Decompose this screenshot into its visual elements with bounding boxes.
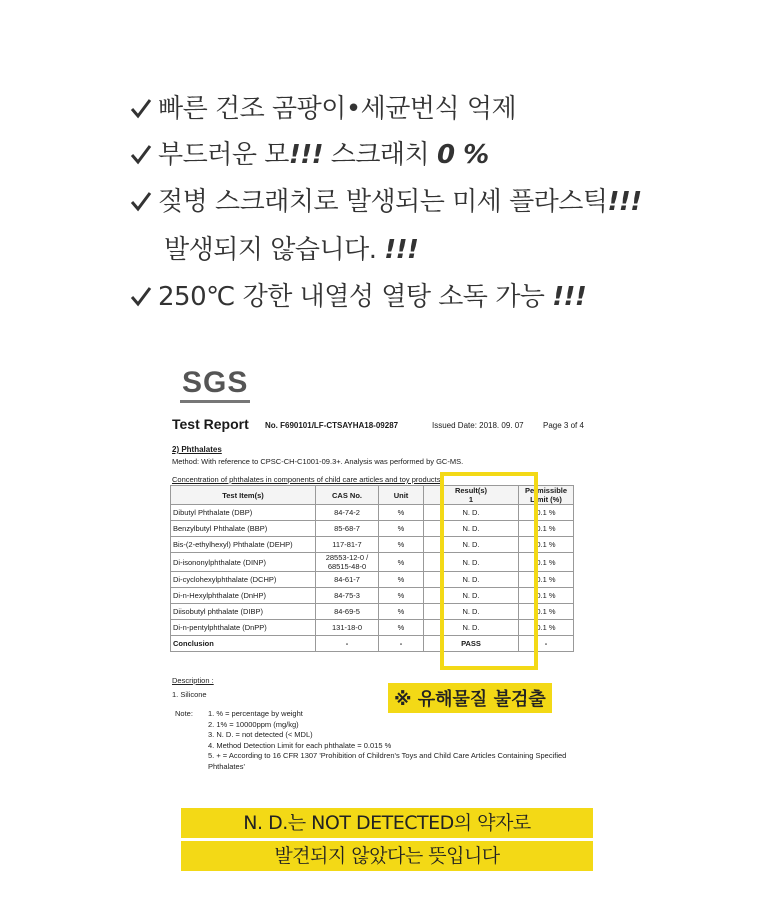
table-cell: 84-61-7 [316, 572, 379, 588]
note-label: Note: [175, 709, 193, 718]
note-item: 4. Method Detection Limit for each phthalate = 0.015 % [208, 740, 392, 750]
note-item: 3. N. D. = not detected (< MDL) [208, 730, 313, 739]
feature-item: 250℃ 강한 내열성 열탕 소독 가능 !!! [130, 281, 586, 313]
table-cell: PASS [424, 636, 519, 652]
table-cell: N. D. [424, 505, 519, 521]
table-cell: 28553-12-0 / 68515-48-0 [316, 553, 379, 572]
table-cell: % [379, 572, 424, 588]
issued-date: Issued Date: 2018. 09. 07 [432, 421, 524, 430]
table-cell: % [379, 505, 424, 521]
table-cell: N. D. [424, 553, 519, 572]
table-cell: 0.1 % [519, 505, 574, 521]
table-cell: N. D. [424, 604, 519, 620]
feature-item: 빠른 건조 곰팡이•세균번식 억제 [130, 93, 516, 125]
table-cell: Di-isononylphthalate (DINP) [171, 553, 316, 572]
table-cell: Dibutyl Phthalate (DBP) [171, 505, 316, 521]
nd-explanation-band: N. D.는 NOT DETECTED의 약자로 [181, 808, 593, 838]
table-cell: Bis-(2-ethylhexyl) Phthalate (DEHP) [171, 537, 316, 553]
table-cell: - [316, 636, 379, 652]
feature-item: 부드러운 모!!! 스크래치 0 % [130, 139, 489, 171]
checkmark-icon [130, 285, 152, 307]
page-number: Page 3 of 4 [543, 421, 584, 430]
table-cell: Di-n-pentylphthalate (DnPP) [171, 620, 316, 636]
feature-item-continuation: 발생되지 않습니다. !!! [164, 235, 419, 265]
table-cell: N. D. [424, 521, 519, 537]
logo-underline [180, 400, 250, 403]
table-cell: N. D. [424, 537, 519, 553]
note-items [208, 709, 588, 772]
table-cell: % [379, 588, 424, 604]
table-cell: % [379, 521, 424, 537]
table-cell: 0.1 % [519, 588, 574, 604]
table-cell: 0.1 % [519, 572, 574, 588]
no-harmful-substance-badge: ※ 유해물질 불검출 [388, 683, 552, 713]
feature-item: 젖병 스크래치로 발생되는 미세 플라스틱!!! [130, 186, 642, 218]
column-header: Unit [379, 486, 424, 505]
description-label: Description : [172, 676, 214, 685]
table-cell: Di-cyclohexylphthalate (DCHP) [171, 572, 316, 588]
table-cell: % [379, 620, 424, 636]
table-cell: Di-n-Hexylphthalate (DnHP) [171, 588, 316, 604]
concentration-caption: Concentration of phthalates in components of child care articles and toy products [172, 475, 441, 484]
table-cell: % [379, 553, 424, 572]
report-title: Test Report [172, 416, 249, 432]
section-heading: 2) Phthalates [172, 445, 222, 454]
column-header: Permissible Limit (%) [519, 486, 574, 505]
table-cell: 0.1 % [519, 553, 574, 572]
table-cell: % [379, 604, 424, 620]
table-cell: 0.1 % [519, 620, 574, 636]
checkmark-icon [130, 97, 152, 119]
table-cell: 84-74-2 [316, 505, 379, 521]
nd-explanation-band: 발견되지 않았다는 뜻입니다 [181, 841, 593, 871]
table-cell: N. D. [424, 572, 519, 588]
table-cell: 131-18-0 [316, 620, 379, 636]
table-cell: 117-81-7 [316, 537, 379, 553]
table-cell: N. D. [424, 588, 519, 604]
sgs-logo: SGS [182, 366, 249, 399]
table-cell: Conclusion [171, 636, 316, 652]
checkmark-icon [130, 190, 152, 212]
table-cell: Diisobutyl phthalate (DIBP) [171, 604, 316, 620]
column-header: Result(s) 1 [424, 486, 519, 505]
table-cell: N. D. [424, 620, 519, 636]
table-cell: Benzylbutyl Phthalate (BBP) [171, 521, 316, 537]
table-cell: 0.1 % [519, 521, 574, 537]
checkmark-icon [130, 143, 152, 165]
column-header: Test Item(s) [171, 486, 316, 505]
table-cell: 85-68-7 [316, 521, 379, 537]
table-cell: - [519, 636, 574, 652]
table-cell: - [379, 636, 424, 652]
table-cell: % [379, 537, 424, 553]
column-header: CAS No. [316, 486, 379, 505]
note-item: 2. 1% = 10000ppm (mg/kg) [208, 719, 299, 729]
method-text: Method: With reference to CPSC-CH-C1001-09.3+. Analysis was performed by GC-MS. [172, 457, 464, 466]
table-cell: 0.1 % [519, 537, 574, 553]
note-item: 1. % = percentage by weight [208, 709, 303, 718]
table-cell: 0.1 % [519, 604, 574, 620]
report-number: No. F690101/LF-CTSAYHA18-09287 [265, 421, 399, 430]
description-item: 1. Silicone [172, 690, 207, 699]
results-highlight-box [440, 472, 538, 670]
note-item: 5. + = According to 16 CFR 1307 'Prohibition of Children's Toys and Child Care Articles Containing Specified Phthalates' [208, 751, 567, 771]
table-cell: 84-69-5 [316, 604, 379, 620]
table-cell: 84-75-3 [316, 588, 379, 604]
